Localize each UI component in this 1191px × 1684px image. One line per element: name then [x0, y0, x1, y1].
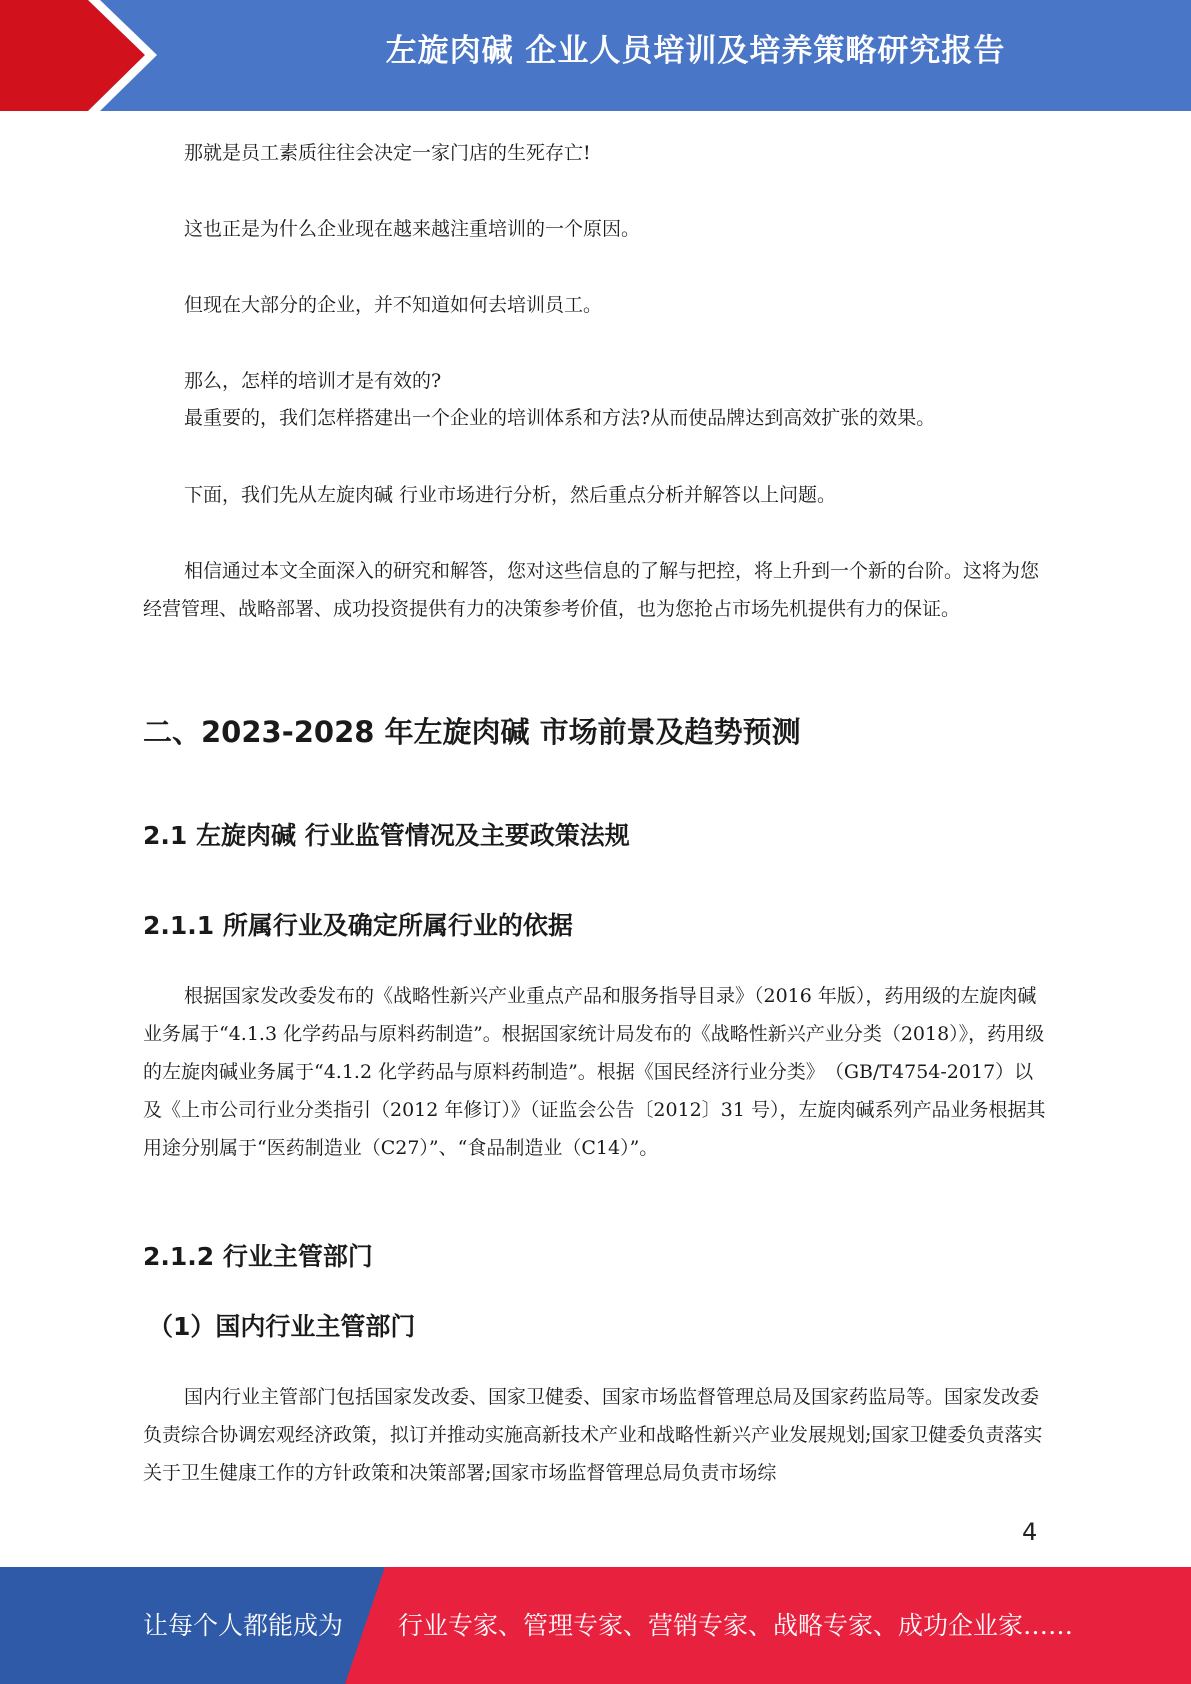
- section-heading: 二、2023-2028 年左旋肉碱 市场前景及趋势预测: [143, 715, 801, 749]
- footer-slogan-right: 行业专家、管理专家、营销专家、战略专家、成功企业家……: [398, 1611, 1074, 1640]
- paragraph: 这也正是为什么企业现在越来越注重培训的一个原因。: [184, 218, 641, 240]
- paragraph: 相信通过本文全面深入的研究和解答，您对这些信息的了解与把控，将上升到一个新的台阶。这将为您经营管理、战略部署、成功投资提供有力的决策参考价值，也为您抢占市场先机提供有力的保证。: [143, 560, 1040, 620]
- header-arrow-decoration: [0, 0, 200, 111]
- paragraph: 最重要的，我们怎样搭建出一个企业的培训体系和方法?从而使品牌达到高效扩张的效果。: [184, 407, 936, 429]
- subsection-heading: 2.1 左旋肉碱 行业监管情况及主要政策法规: [143, 821, 630, 850]
- paragraph: 下面，我们先从左旋肉碱 行业市场进行分析，然后重点分析并解答以上问题。: [184, 484, 837, 506]
- paragraph: 但现在大部分的企业，并不知道如何去培训员工。: [184, 294, 603, 316]
- report-title: 左旋肉碱 企业人员培训及培养策略研究报告: [385, 33, 1006, 69]
- footer-slogan-left: 让每个人都能成为: [143, 1611, 344, 1640]
- paragraph: 根据国家发改委发布的《战略性新兴产业重点产品和服务指导目录》（2016 年版），药用级的左旋肉碱业务属于“4.1.3 化学药品与原料药制造”。根据国家统计局发布的《战略性新兴产业分类（2018）》，药用级的左旋肉碱业务属于“4.1.2 化学药品与原料药制造”。根据《国民经济行业分类》 （GB/T4754-2017）以及《上市公司行业分类指引（2012 年修订）》（证监会公告〔2012〕31 号），左旋肉碱系列产品业务根据其用途分别属于“医药制造业（C27）”、“食品制造业（C14）”。: [143, 985, 1046, 1159]
- page-number: 4: [1022, 1518, 1038, 1546]
- subsubsection-heading: 2.1.2 行业主管部门: [143, 1242, 373, 1271]
- paragraph: 国内行业主管部门包括国家发改委、国家卫健委、国家市场监督管理总局及国家药监局等。国家发改委负责综合协调宏观经济政策，拟订并推动实施高新技术产业和战略性新兴产业发展规划;国家卫健委负责落实关于卫生健康工作的方针政策和决策部署;国家市场监督管理总局负责市场综: [143, 1386, 1043, 1484]
- report-footer: [0, 1567, 1191, 1684]
- item-heading: （1）国内行业主管部门: [148, 1312, 416, 1341]
- subsubsection-heading: 2.1.1 所属行业及确定所属行业的依据: [143, 911, 573, 940]
- paragraph: 那么，怎样的培训才是有效的?: [184, 370, 442, 392]
- report-header: [0, 0, 1191, 111]
- paragraph: 那就是员工素质往往会决定一家门店的生死存亡!: [184, 142, 591, 164]
